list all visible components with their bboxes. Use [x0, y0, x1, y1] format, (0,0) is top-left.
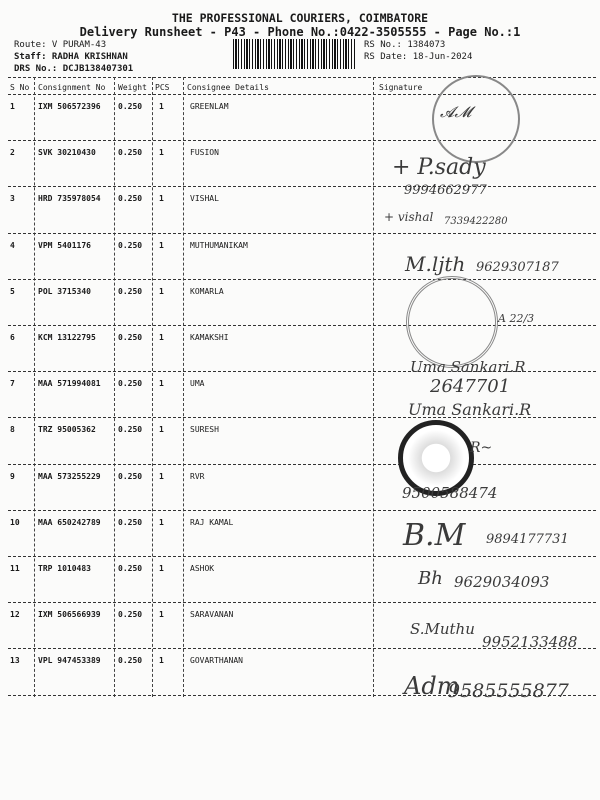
signature-3: + vishal	[384, 210, 434, 224]
signature-8: R~	[470, 440, 493, 456]
col-header-weight: Weight	[118, 83, 147, 92]
handwriting-6a: Uma Sankari.R	[410, 358, 526, 376]
cell-consignee: RVR	[190, 471, 205, 481]
cell-pcs: 1	[159, 517, 164, 527]
runsheet-subtitle: Delivery Runsheet - P43 - Phone No.:0422-3505555 - Page No.:1	[79, 25, 521, 39]
row-divider	[8, 279, 596, 280]
cell-consignment: MAA 571994081	[38, 379, 101, 389]
cell-consignment: VPL 947453389	[38, 656, 101, 666]
cell-pcs: 1	[159, 333, 164, 342]
cell-consignee: GREENLAM	[190, 102, 229, 111]
cell-sno: 3	[10, 194, 15, 204]
handwriting-12: 9952133488	[482, 633, 578, 651]
cell-sno: 1	[10, 102, 15, 111]
cell-consignment: POL 3715340	[38, 286, 91, 296]
rs-date: RS Date: 18-Jun-2024	[364, 52, 473, 62]
handwriting-11: 9629034093	[454, 573, 550, 591]
cell-consignment: TRZ 95005362	[38, 425, 96, 435]
cell-consignee: SURESH	[190, 425, 219, 435]
cell-consignment: MAA 650242789	[38, 517, 101, 527]
col-header-pcs: PCS	[155, 83, 170, 92]
company-title: THE PROFESSIONAL COURIERS, COIMBATORE	[171, 11, 429, 25]
col-divider	[373, 77, 374, 697]
cell-sno: 11	[10, 564, 20, 573]
cell-sno: 4	[10, 240, 15, 250]
col-divider	[152, 77, 153, 697]
rs-number: RS No.: 1384073	[364, 40, 446, 50]
cell-consignment: TRP 1010483	[38, 564, 91, 573]
row-divider	[8, 602, 596, 603]
col-divider	[34, 77, 35, 697]
handwriting-2: 9994662977	[404, 183, 487, 198]
cell-consignment: SVK 30210430	[38, 148, 96, 158]
cell-consignment: HRD 735978054	[38, 194, 101, 204]
cell-sno: 8	[10, 425, 15, 435]
cell-pcs: 1	[159, 240, 164, 250]
cell-consignee: KOMARLA	[190, 286, 224, 296]
cell-consignee: KAMAKSHI	[190, 333, 229, 342]
cell-sno: 10	[10, 517, 20, 527]
handwriting-4: 9629307187	[476, 260, 559, 275]
cell-consignee: ASHOK	[190, 564, 215, 573]
signature-13: Adm	[404, 672, 460, 700]
barcode-image	[233, 39, 355, 69]
col-header-sno: S No	[10, 83, 30, 92]
row-divider	[8, 556, 596, 557]
signature-11: Bh	[418, 568, 443, 589]
cell-consignee: GOVARTHANAN	[190, 656, 243, 666]
cell-consignment: MAA 573255229	[38, 471, 101, 481]
handwriting-7: Uma Sankari.R	[408, 400, 532, 419]
cell-consignee: VISHAL	[190, 194, 219, 204]
col-divider	[114, 77, 115, 697]
cell-weight: 0.250	[118, 656, 143, 666]
cell-sno: 13	[10, 656, 20, 666]
signature-10: B.M	[403, 518, 466, 553]
table-top-rule	[8, 77, 596, 78]
cell-pcs: 1	[159, 564, 164, 573]
cell-pcs: 1	[159, 286, 164, 296]
handwriting-13: 9585555877	[448, 680, 569, 702]
cell-weight: 0.250	[118, 564, 143, 573]
col-header-consignee: Consignee Details	[187, 83, 269, 92]
handwriting-10: 9894177731	[486, 532, 569, 547]
staff-label: Staff: RADHA KRISHNAN	[14, 52, 128, 62]
col-divider	[183, 77, 184, 697]
cell-pcs: 1	[159, 379, 164, 389]
cell-consignment: KCM 13122795	[38, 333, 96, 342]
cell-weight: 0.250	[118, 425, 143, 435]
handwriting-3: 7339422280	[444, 216, 508, 227]
handwriting-9: 9500588474	[402, 484, 498, 502]
col-header-signature: Signature	[379, 83, 423, 92]
row-divider	[8, 510, 596, 511]
cell-sno: 9	[10, 471, 15, 481]
cell-sno: 5	[10, 286, 15, 296]
col-header-consignment: Consignment No	[38, 83, 106, 92]
cell-weight: 0.250	[118, 333, 143, 342]
cell-consignee: SARAVANAN	[190, 610, 234, 620]
cell-consignment: IXM 506572396	[38, 102, 101, 111]
signature-4: M.ljth	[405, 252, 466, 276]
signature-5: A 22/3	[498, 312, 535, 325]
cell-pcs: 1	[159, 102, 164, 111]
cell-weight: 0.250	[118, 379, 143, 389]
row-divider	[8, 325, 596, 326]
signature-12: S.Muthu	[410, 620, 475, 638]
cell-weight: 0.250	[118, 194, 143, 204]
cell-weight: 0.250	[118, 471, 143, 481]
cell-weight: 0.250	[118, 517, 143, 527]
cell-consignee: RAJ KAMAL	[190, 517, 234, 527]
cell-pcs: 1	[159, 148, 164, 158]
cell-pcs: 1	[159, 471, 164, 481]
signature-1: 𝓐𝓜	[440, 103, 472, 121]
row-divider	[8, 233, 596, 234]
cell-consignee: MUTHUMANIKAM	[190, 240, 248, 250]
row-divider	[8, 186, 596, 187]
cell-weight: 0.250	[118, 286, 143, 296]
cell-sno: 2	[10, 148, 15, 158]
cell-consignee: UMA	[190, 379, 205, 389]
company-stamp	[406, 276, 498, 368]
cell-sno: 12	[10, 610, 20, 620]
cell-consignment: VPM 5401176	[38, 240, 91, 250]
cell-sno: 7	[10, 379, 15, 389]
cell-consignee: FUSION	[190, 148, 219, 158]
row-divider	[8, 464, 596, 465]
cell-sno: 6	[10, 333, 15, 342]
handwriting-6b: 2647701	[430, 376, 511, 397]
signature-2: + P.sady	[392, 155, 486, 180]
cell-weight: 0.250	[118, 610, 143, 620]
cell-pcs: 1	[159, 425, 164, 435]
cell-weight: 0.250	[118, 148, 143, 158]
cell-consignment: IXM 506566939	[38, 610, 101, 620]
cell-weight: 0.250	[118, 102, 143, 111]
cell-pcs: 1	[159, 656, 164, 666]
route-label: Route: V PURAM-43	[14, 40, 107, 50]
drs-label: DRS No.: DCJB138407301	[14, 64, 134, 74]
cell-pcs: 1	[159, 610, 164, 620]
cell-weight: 0.250	[118, 240, 143, 250]
cell-pcs: 1	[159, 194, 164, 204]
